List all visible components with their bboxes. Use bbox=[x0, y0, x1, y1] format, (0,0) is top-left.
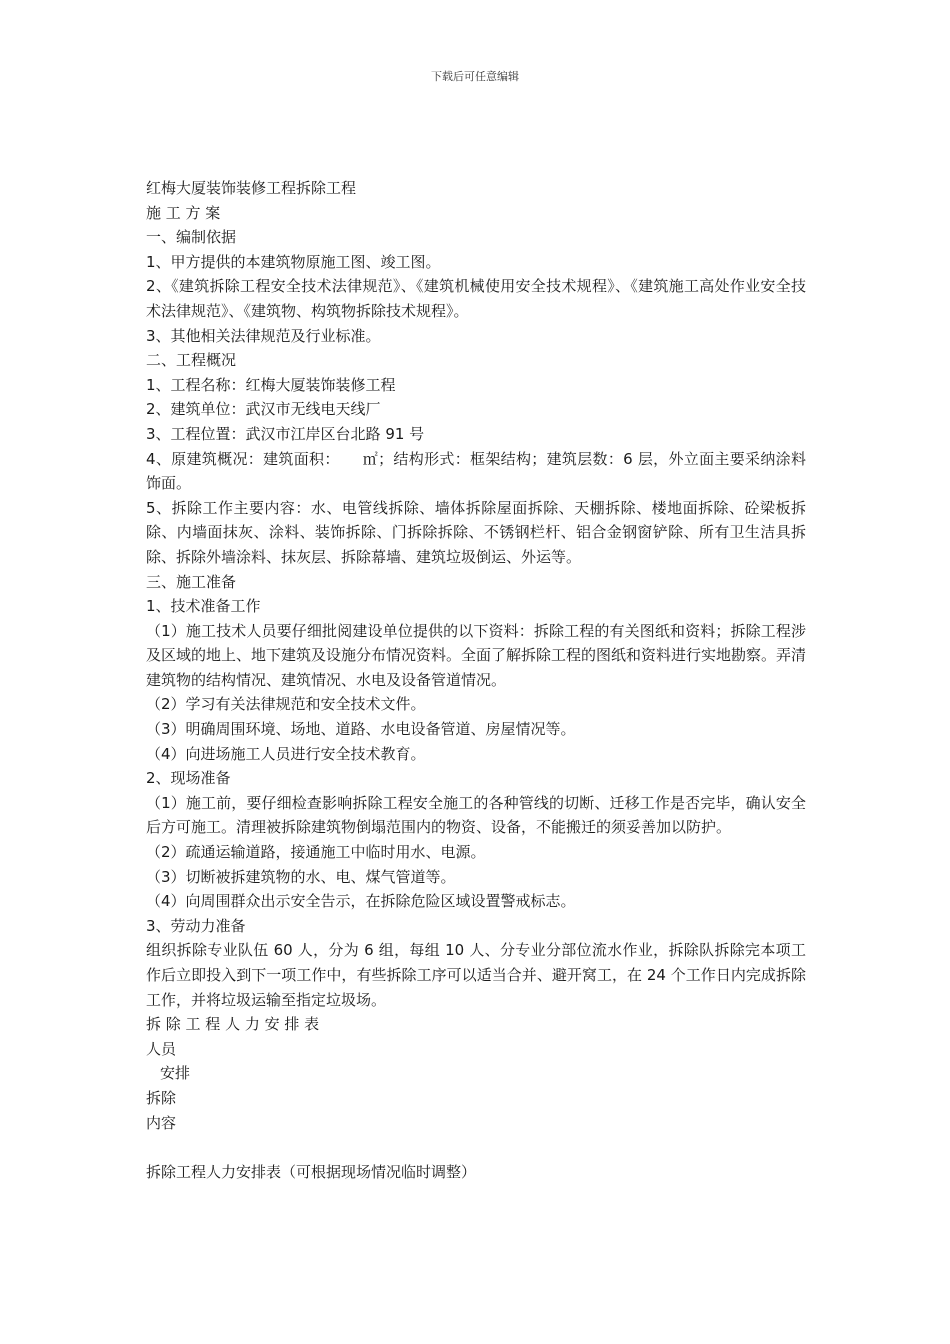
doc-subtitle: 施 工 方 案 bbox=[146, 203, 221, 222]
section-2-item-3: 3、工程位置：武汉市江岸区台北路 91 号 bbox=[146, 424, 425, 443]
section-3-sub-1-item-3: （3）明确周围环境、场地、道路、水电设备管道、房屋情况等。 bbox=[146, 720, 576, 739]
section-2-heading: 二、工程概况 bbox=[146, 351, 237, 370]
section-3-sub-2-heading: 2、现场准备 bbox=[146, 769, 231, 788]
section-2-item-1: 1、工程名称：红梅大厦装饰装修工程 bbox=[146, 375, 396, 394]
blank-spacer bbox=[146, 1135, 806, 1160]
section-3-sub-1-heading: 1、技术准备工作 bbox=[146, 597, 261, 616]
section-2-item-2: 2、建筑单位：武汉市无线电天线厂 bbox=[146, 400, 381, 419]
section-3-heading: 三、施工准备 bbox=[146, 572, 237, 591]
section-3-sub-3-paragraph: 组织拆除专业队伍 60 人，分为 6 组，每组 10 人、分专业分部位流水作业，拆除队拆除完本项工作后立即投入到下一项工作中，有些拆除工序可以适当合并、避开窝工，在 24 个工作日内完成拆除工作，并将垃圾运输至指定垃圾场。 bbox=[146, 941, 806, 1009]
table-header-arrangement: 安排 bbox=[160, 1064, 191, 1083]
section-3-sub-2-item-4: （4）向周围群众出示安全告示，在拆除危险区域设置警戒标志。 bbox=[146, 892, 576, 911]
section-3-sub-2-item-2: （2）疏通运输道路，接通施工中临时用水、电源。 bbox=[146, 843, 486, 862]
table-header-personnel: 人员 bbox=[146, 1039, 177, 1058]
section-3-sub-2-item-1: （1）施工前，要仔细检查影响拆除工程安全施工的各种管线的切断、迁移工作是否完毕，确认安全后方可施工。清理被拆除建筑物倒塌范围内的物资、设备，不能搬迁的须妥善加以防护。 bbox=[146, 793, 806, 837]
section-3-sub-1-item-2: （2）学习有关法律规范和安全技术文件。 bbox=[146, 695, 426, 714]
section-3-sub-1-item-1: （1）施工技术人员要仔细批阅建设单位提供的以下资料：拆除工程的有关图纸和资料；拆除工程涉及区域的地上、地下建筑及设施分布情况资料。全面了解拆除工程的图纸和资料进行实地勘察。弄清建筑物的结构情况、建筑情况、水电及设备管道情况。 bbox=[146, 621, 807, 689]
table-header-content: 内容 bbox=[146, 1113, 177, 1132]
document-body bbox=[146, 176, 806, 1184]
section-3-sub-2-item-3: （3）切断被拆建筑物的水、电、煤气管道等。 bbox=[146, 867, 456, 886]
table-title: 拆 除 工 程 人 力 安 排 表 bbox=[146, 1015, 320, 1034]
section-1-item-3: 3、其他相关法律规范及行业标准。 bbox=[146, 326, 381, 345]
section-1-heading: 一、编制依据 bbox=[146, 228, 237, 247]
section-3-sub-3-heading: 3、劳动力准备 bbox=[146, 916, 246, 935]
table-header-demolition: 拆除 bbox=[146, 1088, 177, 1107]
section-1-item-2: 2、《建筑拆除工程安全技术法律规范》、《建筑机械使用安全技术规程》、《建筑施工高处作业安全技术法律规范》、《建筑物、构筑物拆除技术规程》。 bbox=[146, 277, 806, 320]
section-1-item-1: 1、甲方提供的本建筑物原施工图、竣工图。 bbox=[146, 252, 441, 271]
section-2-item-5: 5、拆除工作主要内容：水、电管线拆除、墙体拆除屋面拆除、天棚拆除、楼地面拆除、砼梁板拆除、内墙面抹灰、涂料、装饰拆除、门拆除拆除、不锈钢栏杆、铝合金钢窗铲除、所有卫生洁具拆除、拆除外墙涂料、抹灰层、拆除幕墙、建筑垃圾倒运、外运等。 bbox=[146, 498, 806, 566]
table-caption: 拆除工程人力安排表（可根据现场情况临时调整） bbox=[146, 1162, 477, 1181]
doc-title: 红梅大厦装饰装修工程拆除工程 bbox=[146, 179, 357, 197]
section-2-item-4: 4、原建筑概况：建筑面积： ㎡；结构形式：框架结构；建筑层数：6 层，外立面主要采纳涂料饰面。 bbox=[146, 449, 806, 493]
page-header-note: 下载后可任意编辑 bbox=[431, 70, 519, 83]
section-3-sub-1-item-4: （4）向进场施工人员进行安全技术教育。 bbox=[146, 744, 426, 763]
